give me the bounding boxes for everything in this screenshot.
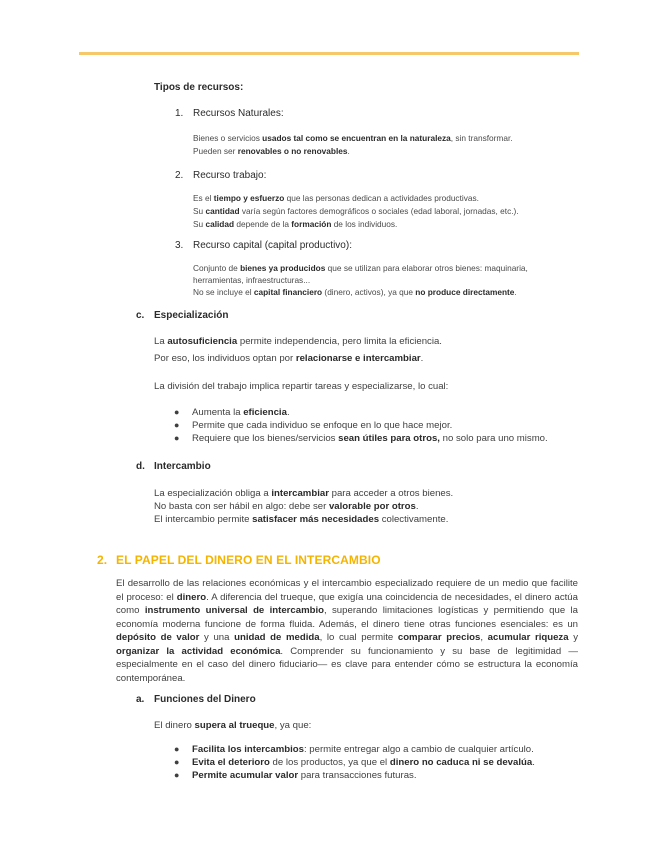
bullet-icon: ● — [174, 744, 180, 754]
bullet-icon: ● — [174, 433, 180, 443]
text-line: Pueden ser renovables o no renovables. — [193, 146, 350, 156]
recurso-title: Recursos Naturales: — [193, 108, 284, 119]
text-line: herramientas, infraestructuras... — [193, 275, 311, 285]
recurso-title: Recurso trabajo: — [193, 170, 267, 181]
list-item: Facilita los intercambios: permite entregar algo a cambio de cualquier artículo. — [192, 744, 534, 755]
text-line: La autosuficiencia permite independencia, pero limita la eficiencia. — [154, 336, 442, 347]
list-item: Aumenta la eficiencia. — [192, 407, 290, 418]
bullet-icon: ● — [174, 770, 180, 780]
text-line: Por eso, los individuos optan por relacionarse e intercambiar. — [154, 353, 424, 364]
especializacion-heading: Especialización — [154, 310, 229, 321]
bullet-icon: ● — [174, 420, 180, 430]
list-item: Permite que cada individuo se enfoque en lo que hace mejor. — [192, 420, 453, 431]
section-heading: EL PAPEL DEL DINERO EN EL INTERCAMBIO — [116, 553, 381, 567]
recurso-title: Recurso capital (capital productivo): — [193, 240, 352, 251]
section-letter: c. — [136, 310, 145, 321]
text-line: No basta con ser hábil en algo: debe ser valorable por otros. — [154, 501, 419, 512]
section-letter: d. — [136, 461, 145, 472]
bullet-icon: ● — [174, 757, 180, 767]
list-number: 1. — [175, 108, 184, 119]
text-line: Es el tiempo y esfuerzo que las personas dedican a actividades productivas. — [193, 193, 479, 203]
header-accent-rule — [79, 52, 579, 55]
intercambio-heading: Intercambio — [154, 461, 211, 472]
text-line: No se incluye el capital financiero (dinero, activos), ya que no produce directamente. — [193, 287, 517, 297]
bullet-icon: ● — [174, 407, 180, 417]
text-line: Bienes o servicios usados tal como se encuentran en la naturaleza, sin transformar. — [193, 133, 513, 143]
tipos-heading: Tipos de recursos: — [154, 82, 244, 93]
list-number: 2. — [175, 170, 184, 181]
section-number: 2. — [97, 553, 108, 567]
text-line: El dinero supera al trueque, ya que: — [154, 720, 312, 731]
text-line: La especialización obliga a intercambiar para acceder a otros bienes. — [154, 488, 454, 499]
text-line: El intercambio permite satisfacer más necesidades colectivamente. — [154, 514, 449, 525]
list-item: Permite acumular valor para transacciones futuras. — [192, 770, 417, 781]
text-line: Su calidad depende de la formación de los individuos. — [193, 219, 398, 229]
list-item: Evita el deterioro de los productos, ya que el dinero no caduca ni se devalúa. — [192, 757, 535, 768]
list-number: 3. — [175, 240, 184, 251]
section-letter: a. — [136, 694, 145, 705]
funciones-heading: Funciones del Dinero — [154, 694, 256, 705]
text-line: Conjunto de bienes ya producidos que se utilizan para elaborar otros bienes: maquinaria, — [193, 263, 528, 273]
text-line: La división del trabajo implica repartir tareas y especializarse, lo cual: — [154, 381, 449, 392]
section-paragraph: El desarrollo de las relaciones económicas y el intercambio especializado requiere de un medio que facilite el proceso: el dinero. A diferencia del trueque, que exigía una coincidencia de necesidades, el dinero actúa como instrumento universal de intercambio, superando limitaciones logísticas y permitiendo que la economía moderna funcione de forma fluida. Además, el dinero tiene otras funciones esenciales: es un depósito de valor y una unidad de medida, lo cual permite comparar precios, acumular riqueza y organizar la actividad económica. Comprender su funcionamiento y su base de legitimidad —especialmente en el caso del dinero fiduciario— es clave para entender cómo se estructura la economía contemporánea. — [116, 578, 578, 684]
list-item: Requiere que los bienes/servicios sean útiles para otros, no solo para uno mismo. — [192, 433, 548, 444]
text-line: Su cantidad varía según factores demográficos o sociales (edad laboral, jornadas, etc.). — [193, 206, 519, 216]
